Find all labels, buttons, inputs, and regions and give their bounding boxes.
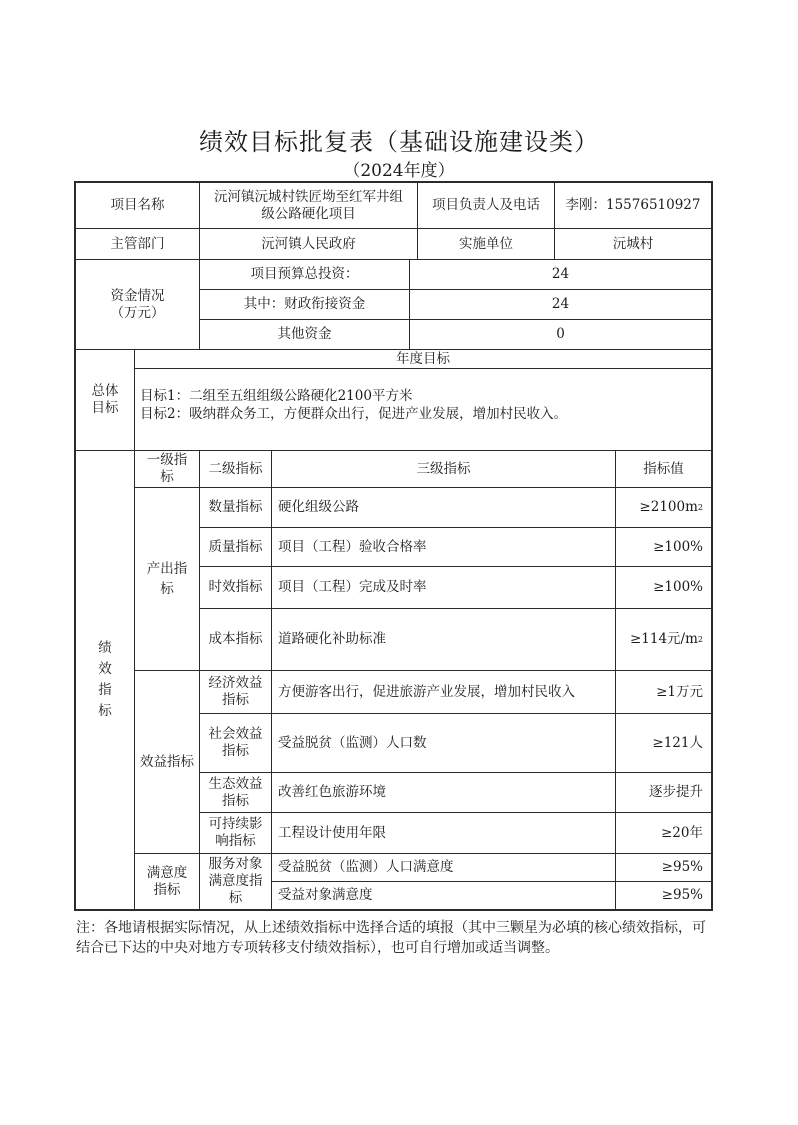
benefit-row-3-l2-line1: 生态效益 [208,775,263,792]
department-value: 沅河镇人民政府 [261,235,356,252]
overall-goal-label-line2: 目标 [91,400,119,416]
benefit-row-2-level3: 受益脱贫（监测）人口数 [278,734,427,751]
output-row-1-value-sup: 2 [697,503,703,512]
benefit-row-3-level2 [200,773,271,812]
satisfaction-row-1-level3: 受益脱贫（监测）人口满意度 [278,859,454,875]
output-row-4-value-text: ≥114元/m [629,631,698,647]
benefit-indicators-label: 效益指标 [140,753,194,770]
output-row-3-level3: 项目（工程）完成及时率 [278,579,427,595]
header-value: 指标值 [643,460,684,477]
header-level1-line1: 一级指 [146,452,188,468]
benefit-row-1-level2 [200,671,271,713]
benefit-row-4-level2 [200,813,271,853]
satisfaction-row-2-level3: 受益对象满意度 [278,887,373,903]
funds-label-line2: （万元） [110,304,165,321]
benefit-row-4-level3: 工程设计使用年限 [278,824,386,841]
output-row-4-value-sup: 2 [697,635,703,644]
output-row-4-level2: 成本指标 [208,631,263,647]
satisfaction-row-2-value: ≥95% [661,887,703,903]
benefit-row-3-value: 逐步提升 [649,784,703,800]
header-level1 [135,451,199,487]
header-level1-line2: 标 [160,469,174,485]
benefit-row-2-l2-line2: 指标 [222,743,249,759]
footnote: 注：各地请根据实际情况，从上述绩效指标中选择合适的填报（其中三颗星为必填的核心绩效指标，可结合已下达的中央对地方专项转移支付绩效指标），也可自行增加或适当调整。 [76,920,706,956]
satisfaction-row-1-value: ≥95% [661,859,703,875]
satisfaction-label-line2: 指标 [153,881,181,898]
benefit-row-3-l2-line2: 指标 [222,792,249,809]
perf-char-1: 绩 [98,640,112,656]
benefit-row-4-l2-line1: 可持续影 [208,816,263,832]
benefit-row-2-l2-line1: 社会效益 [208,726,263,742]
output-row-4-value [616,609,711,670]
benefit-row-3-level3: 改善红色旅游环境 [278,784,386,800]
funds-label-line1: 资金情况 [110,287,165,304]
benefit-row-1-l2-line2: 指标 [222,692,249,708]
page-subtitle-year: （2024年度） [343,161,455,181]
output-row-3-level2: 时效指标 [208,579,263,595]
output-row-3-value: ≥100% [653,579,703,595]
benefit-row-1-value: ≥1万元 [656,683,703,700]
perf-char-2: 效 [98,661,112,677]
header-level3: 三级指标 [416,460,471,477]
implementer-label: 实施单位 [459,235,513,252]
annual-goal-header: 年度目标 [396,350,450,367]
satisfaction-indicators-label [135,854,199,909]
benefit-row-4-l2-line2: 响指标 [215,833,256,849]
satisfaction-l2-line3: 标 [228,890,243,906]
benefit-row-1-l2-line1: 经济效益 [208,675,263,691]
department-label: 主管部门 [110,235,165,252]
benefit-row-4-value: ≥20年 [661,824,703,841]
satisfaction-label-line1: 满意度 [146,864,188,881]
header-level2: 二级指标 [208,460,263,477]
output-indicators-label [135,488,199,670]
project-name-line1: 沅河镇沅城村铁匠坳至红军井组 [214,188,403,205]
perf-char-3: 指 [98,682,112,698]
output-row-2-value: ≥100% [653,538,703,555]
satisfaction-level2 [200,854,271,909]
project-name-value [200,183,417,228]
output-row-1-level2: 数量指标 [208,499,263,515]
output-row-1-value-text: ≥2100m [639,499,698,515]
funds-total-value: 24 [551,266,570,282]
satisfaction-l2-line2: 满意度指 [208,873,263,889]
funds-total-label: 项目预算总投资： [250,266,359,282]
output-row-1-level3: 硬化组级公路 [278,499,359,515]
implementer-value: 沅城村 [612,235,654,252]
benefit-row-2-level2 [200,714,271,772]
output-row-2-level3: 项目（工程）验收合格率 [278,538,427,555]
project-name-line2: 级公路硬化项目 [261,205,356,222]
performance-indicators-label [76,451,134,909]
benefit-row-1-level3: 方便游客出行，促进旅游产业发展，增加村民收入 [278,683,575,700]
overall-goal-label-line1: 总体 [91,383,119,399]
page-title: 绩效目标批复表（基础设施建设类） [199,128,599,156]
output-label-line2: 标 [160,581,174,597]
goal-1: 目标1：二组至五组组级公路硬化2100平方米 [140,388,413,404]
output-label-line1: 产出指 [146,561,188,577]
goal-2: 目标2：吸纳群众务工，方便群众出行，促进产业发展，增加村民收入。 [140,406,568,422]
output-row-2-level2: 质量指标 [208,538,263,555]
project-owner-label: 项目负责人及电话 [432,197,540,213]
funds-label [76,260,199,349]
benefit-row-2-value: ≥121人 [652,734,703,751]
output-row-1-value [616,488,711,527]
output-row-4-level3: 道路硬化补助标准 [278,631,386,647]
satisfaction-l2-line1: 服务对象 [208,856,263,872]
funds-fiscal-value: 24 [551,296,570,312]
funds-other-value: 0 [556,326,565,342]
overall-goal-label [76,350,134,450]
funds-other-label: 其他资金 [277,326,332,342]
project-owner-value: 李刚：15576510927 [565,197,701,213]
perf-char-4: 标 [98,703,112,719]
funds-fiscal-label: 其中：财政衔接资金 [243,296,366,312]
project-name-label: 项目名称 [110,197,165,213]
